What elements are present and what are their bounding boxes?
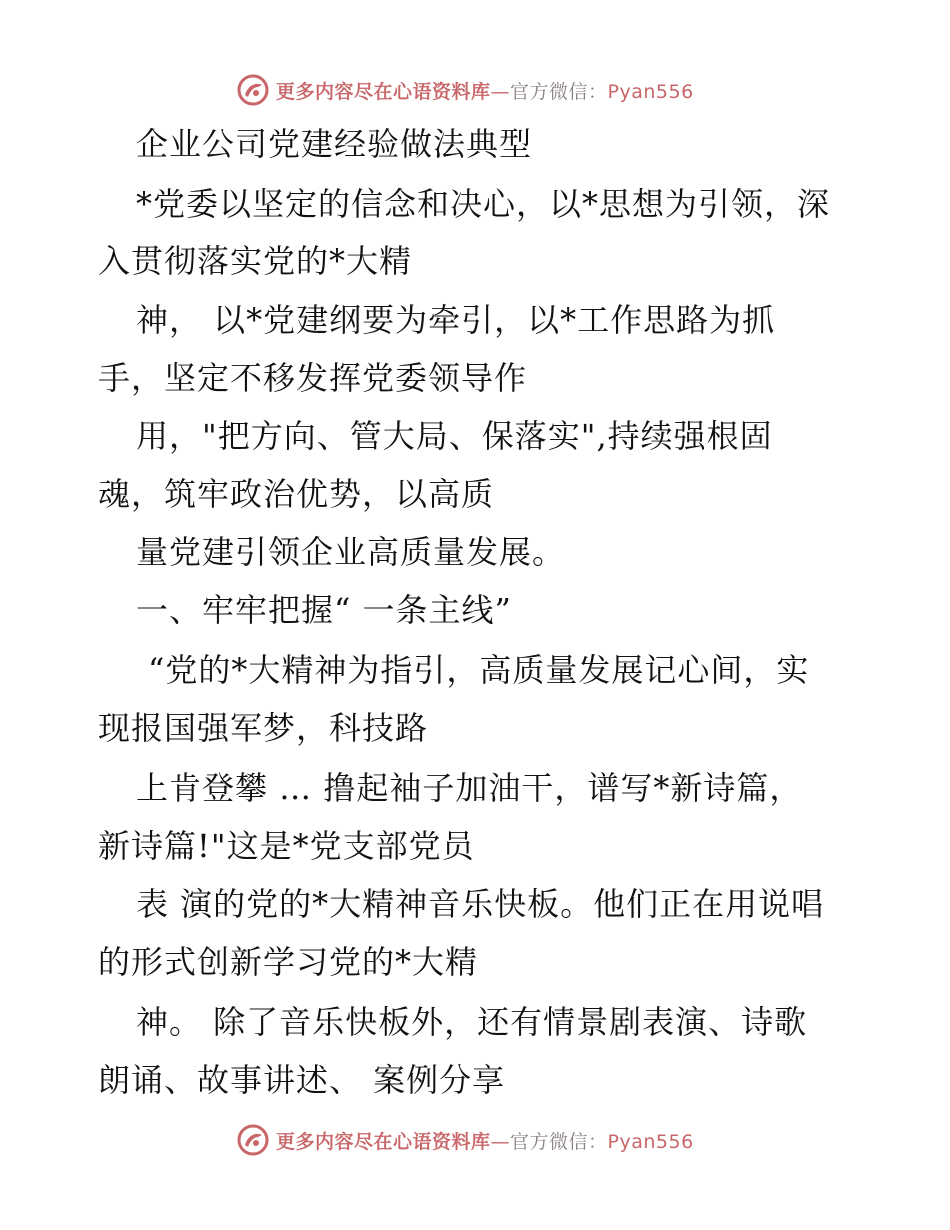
paragraph-line: “党的*大精神为指引，高质量发展记心间，实 [148, 651, 810, 689]
paragraph-line: 神， 以*党建纲要为牵引，以*工作思路为抓 [136, 301, 776, 339]
paragraph-line: 现报国强军梦，科技路 [98, 709, 429, 747]
brand-logo-icon [236, 73, 270, 107]
paragraph-line: 朗诵、故事讲述、 案例分享 [98, 1061, 506, 1099]
paragraph-line: 新诗篇!"这是*党支部党员 [98, 827, 475, 865]
header-banner-text: 更多内容尽在心语资料库—官方微信：Pyan556 [276, 80, 694, 103]
paragraph-line: 用，"把方向、管大局、保落实",持续强根固 [136, 417, 773, 455]
paragraph-line: 神。 除了音乐快板外，还有情景剧表演、诗歌 [136, 1003, 808, 1041]
paragraph-line: 魂，筑牢政治优势，以高质 [98, 475, 495, 513]
paragraph-line: *党委以坚定的信念和决心，以*思想为引领，深 [136, 185, 831, 223]
paragraph-line: 表 演的党的*大精神音乐快板。他们正在用说唱 [136, 885, 825, 923]
section-heading: 一、牢牢把握“ 一条主线” [136, 591, 512, 629]
brand-logo-icon [236, 1123, 270, 1157]
paragraph-line: 入贯彻落实党的*大精 [98, 242, 413, 280]
footer-banner-text: 更多内容尽在心语资料库—官方微信：Pyan556 [276, 1130, 694, 1153]
paragraph-line: 手，坚定不移发挥党委领导作 [98, 359, 528, 397]
header-watermark-banner [236, 72, 694, 108]
paragraph-line: 上肯登攀 … 撸起袖子加油干，谱写*新诗篇， [136, 769, 803, 807]
paragraph-line: 的形式创新学习党的*大精 [98, 943, 479, 981]
document-title: 企业公司党建经验做法典型 [136, 125, 533, 163]
paragraph-line: 量党建引领企业高质量发展。 [136, 533, 566, 571]
footer-watermark-banner [236, 1122, 694, 1158]
